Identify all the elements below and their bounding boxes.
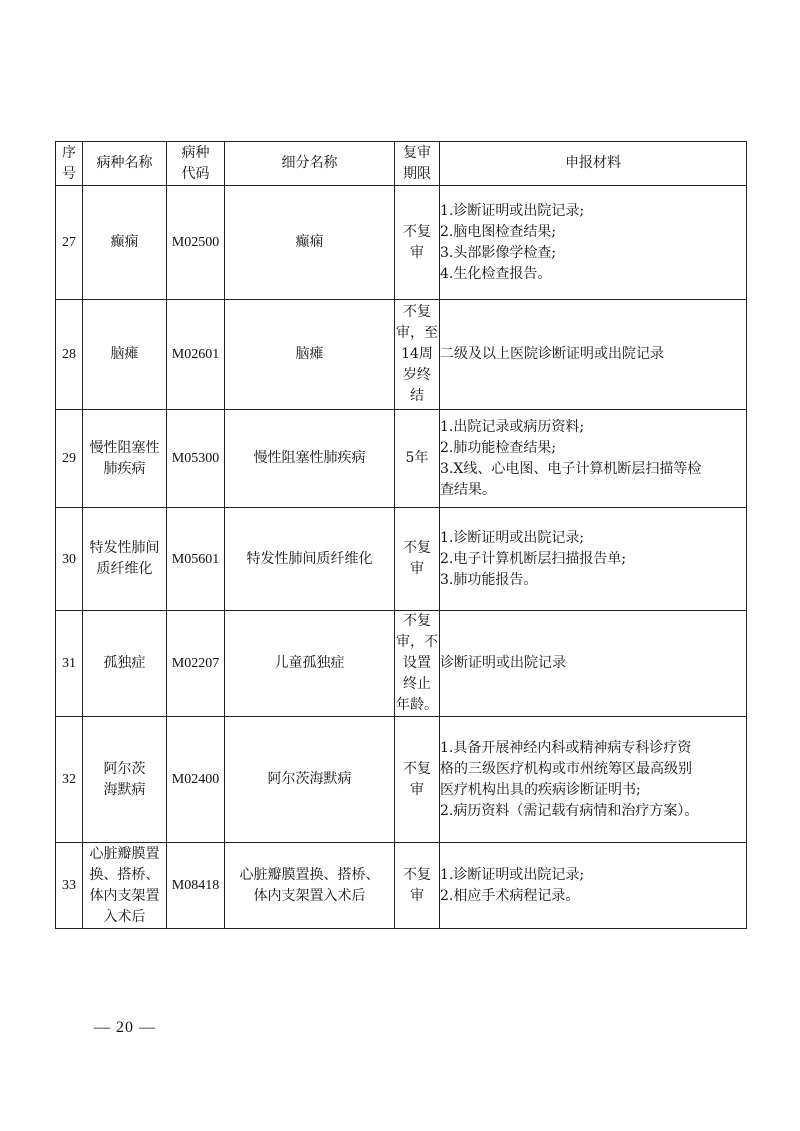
row-number: 33 xyxy=(56,843,83,929)
row-number: 28 xyxy=(56,300,83,410)
header-subname: 细分名称 xyxy=(225,142,395,186)
disease-code: M02207 xyxy=(167,611,225,717)
application-materials: 二级及以上医院诊断证明或出院记录 xyxy=(440,300,747,410)
disease-name: 特发性肺间 质纤维化 xyxy=(83,508,167,611)
application-materials: 1.具备开展神经内科或精神病专科诊疗资 格的三级医疗机构或市州统筹区最高级别 医疗机构出具的疾病诊断证明书; 2.病历资料（需记载有病情和治疗方案）。 xyxy=(440,717,747,843)
table-row xyxy=(56,508,747,611)
header-disease-code: 病种 代码 xyxy=(167,142,225,186)
table-row xyxy=(56,300,747,410)
disease-code: M05601 xyxy=(167,508,225,611)
row-number: 29 xyxy=(56,410,83,508)
application-materials: 1.诊断证明或出院记录; 2.电子计算机断层扫描报告单; 3.肺功能报告。 xyxy=(440,508,747,611)
subcategory-name: 脑瘫 xyxy=(225,300,395,410)
application-materials: 1.出院记录或病历资料; 2.肺功能检查结果; 3.X线、心电图、电子计算机断层扫描等检 查结果。 xyxy=(440,410,747,508)
review-period: 不复 审，不 设置 终止 年龄。 xyxy=(395,611,440,717)
row-number: 30 xyxy=(56,508,83,611)
disease-code: M08418 xyxy=(167,843,225,929)
subcategory-name: 慢性阻塞性肺疾病 xyxy=(225,410,395,508)
header-materials: 申报材料 xyxy=(440,142,747,186)
disease-name: 脑瘫 xyxy=(83,300,167,410)
table-row xyxy=(56,843,747,929)
disease-table xyxy=(55,141,747,929)
review-period: 不复 审 xyxy=(395,717,440,843)
application-materials: 1.诊断证明或出院记录; 2.相应手术病程记录。 xyxy=(440,843,747,929)
row-number: 31 xyxy=(56,611,83,717)
disease-code: M02601 xyxy=(167,300,225,410)
disease-name: 孤独症 xyxy=(83,611,167,717)
page-number: — 20 — xyxy=(94,1019,156,1036)
table-row xyxy=(56,410,747,508)
subcategory-name: 特发性肺间质纤维化 xyxy=(225,508,395,611)
table-row xyxy=(56,717,747,843)
row-number: 27 xyxy=(56,186,83,300)
review-period: 5年 xyxy=(395,410,440,508)
disease-name: 心脏瓣膜置 换、搭桥、 体内支架置 入术后 xyxy=(83,843,167,929)
review-period: 不复 审 xyxy=(395,186,440,300)
table-row xyxy=(56,611,747,717)
review-period: 不复 审 xyxy=(395,508,440,611)
review-period: 不复 审 xyxy=(395,843,440,929)
disease-code: M05300 xyxy=(167,410,225,508)
header-row xyxy=(56,142,747,186)
table-row xyxy=(56,186,747,300)
row-number: 32 xyxy=(56,717,83,843)
review-period: 不复 审，至 14周 岁终 结 xyxy=(395,300,440,410)
disease-name: 慢性阻塞性 肺疾病 xyxy=(83,410,167,508)
header-no: 序 号 xyxy=(56,142,83,186)
disease-name: 癫痫 xyxy=(83,186,167,300)
disease-name: 阿尔茨 海默病 xyxy=(83,717,167,843)
application-materials: 1.诊断证明或出院记录; 2.脑电图检查结果; 3.头部影像学检查; 4.生化检查报告。 xyxy=(440,186,747,300)
subcategory-name: 心脏瓣膜置换、搭桥、 体内支架置入术后 xyxy=(225,843,395,929)
header-review-period: 复审 期限 xyxy=(395,142,440,186)
subcategory-name: 儿童孤独症 xyxy=(225,611,395,717)
application-materials: 诊断证明或出院记录 xyxy=(440,611,747,717)
subcategory-name: 癫痫 xyxy=(225,186,395,300)
disease-code: M02400 xyxy=(167,717,225,843)
header-disease-name: 病种名称 xyxy=(83,142,167,186)
disease-code: M02500 xyxy=(167,186,225,300)
subcategory-name: 阿尔茨海默病 xyxy=(225,717,395,843)
